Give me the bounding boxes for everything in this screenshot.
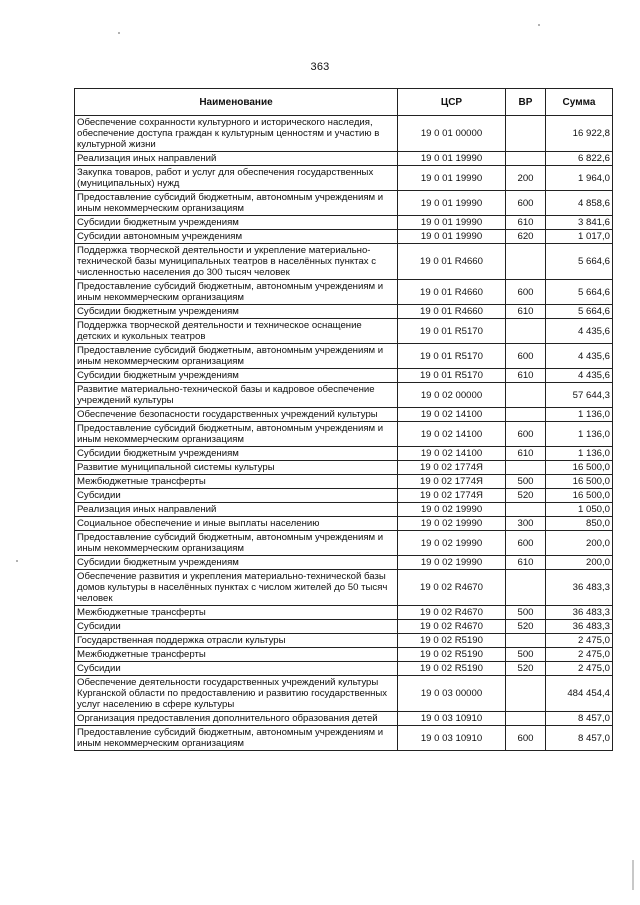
cell-sum: 57 644,3 bbox=[546, 383, 613, 408]
cell-vr: 610 bbox=[506, 216, 546, 230]
cell-vr bbox=[506, 408, 546, 422]
cell-sum: 1 136,0 bbox=[546, 408, 613, 422]
table-row bbox=[75, 216, 613, 230]
cell-name: Предоставление субсидий бюджетным, автономным учреждениям и иным некоммерческим организациям bbox=[75, 726, 398, 751]
table-row bbox=[75, 531, 613, 556]
table-body bbox=[75, 116, 613, 751]
cell-name: Организация предоставления дополнительного образования детей bbox=[75, 712, 398, 726]
cell-vr: 600 bbox=[506, 531, 546, 556]
cell-csr: 19 0 01 R5170 bbox=[398, 369, 506, 383]
table-row bbox=[75, 648, 613, 662]
cell-sum: 16 922,8 bbox=[546, 116, 613, 152]
cell-name: Субсидии bbox=[75, 620, 398, 634]
cell-csr: 19 0 02 19990 bbox=[398, 503, 506, 517]
cell-vr: 520 bbox=[506, 620, 546, 634]
cell-vr: 500 bbox=[506, 475, 546, 489]
cell-csr: 19 0 02 R4670 bbox=[398, 570, 506, 606]
cell-vr bbox=[506, 152, 546, 166]
cell-name: Обеспечение сохранности культурного и исторического наследия, обеспечение доступа граждан к культурным ценностям и участию в культурной жизни bbox=[75, 116, 398, 152]
table-row bbox=[75, 606, 613, 620]
cell-sum: 850,0 bbox=[546, 517, 613, 531]
table-row bbox=[75, 662, 613, 676]
table-row bbox=[75, 634, 613, 648]
cell-sum: 4 435,6 bbox=[546, 319, 613, 344]
table-row bbox=[75, 305, 613, 319]
cell-csr: 19 0 02 19990 bbox=[398, 556, 506, 570]
cell-sum: 5 664,6 bbox=[546, 280, 613, 305]
cell-csr: 19 0 02 14100 bbox=[398, 422, 506, 447]
table-row bbox=[75, 712, 613, 726]
cell-name: Субсидии бюджетным учреждениям bbox=[75, 216, 398, 230]
header-vr: ВР bbox=[506, 89, 546, 116]
cell-sum: 1 136,0 bbox=[546, 422, 613, 447]
cell-name: Социальное обеспечение и иные выплаты населению bbox=[75, 517, 398, 531]
cell-sum: 2 475,0 bbox=[546, 662, 613, 676]
table-row bbox=[75, 166, 613, 191]
cell-name: Развитие муниципальной системы культуры bbox=[75, 461, 398, 475]
cell-csr: 19 0 02 00000 bbox=[398, 383, 506, 408]
cell-vr: 600 bbox=[506, 344, 546, 369]
table-row bbox=[75, 369, 613, 383]
cell-vr bbox=[506, 712, 546, 726]
table-row bbox=[75, 244, 613, 280]
cell-vr bbox=[506, 676, 546, 712]
cell-csr: 19 0 02 1774Я bbox=[398, 475, 506, 489]
table-header-row bbox=[75, 89, 613, 116]
cell-name: Предоставление субсидий бюджетным, автономным учреждениям и иным некоммерческим организациям bbox=[75, 344, 398, 369]
cell-vr bbox=[506, 503, 546, 517]
table-row bbox=[75, 344, 613, 369]
cell-sum: 1 017,0 bbox=[546, 230, 613, 244]
cell-vr: 610 bbox=[506, 369, 546, 383]
cell-vr: 610 bbox=[506, 447, 546, 461]
cell-sum: 4 435,6 bbox=[546, 369, 613, 383]
cell-csr: 19 0 01 19990 bbox=[398, 166, 506, 191]
scan-edge-mark bbox=[632, 860, 634, 890]
cell-vr: 200 bbox=[506, 166, 546, 191]
cell-sum: 16 500,0 bbox=[546, 489, 613, 503]
cell-sum: 2 475,0 bbox=[546, 648, 613, 662]
cell-csr: 19 0 01 19990 bbox=[398, 152, 506, 166]
scan-speck bbox=[538, 24, 540, 26]
cell-name: Субсидии автономным учреждениям bbox=[75, 230, 398, 244]
cell-name: Поддержка творческой деятельности и техническое оснащение детских и кукольных театров bbox=[75, 319, 398, 344]
cell-vr: 610 bbox=[506, 305, 546, 319]
cell-vr: 620 bbox=[506, 230, 546, 244]
scan-speck bbox=[118, 32, 120, 34]
cell-sum: 200,0 bbox=[546, 556, 613, 570]
cell-csr: 19 0 01 19990 bbox=[398, 230, 506, 244]
cell-name: Предоставление субсидий бюджетным, автономным учреждениям и иным некоммерческим организациям bbox=[75, 191, 398, 216]
table-row bbox=[75, 620, 613, 634]
cell-name: Межбюджетные трансферты bbox=[75, 475, 398, 489]
table-row bbox=[75, 461, 613, 475]
cell-name: Предоставление субсидий бюджетным, автономным учреждениям и иным некоммерческим организациям bbox=[75, 280, 398, 305]
cell-vr: 610 bbox=[506, 556, 546, 570]
table-row bbox=[75, 570, 613, 606]
cell-sum: 16 500,0 bbox=[546, 475, 613, 489]
table-row bbox=[75, 726, 613, 751]
cell-vr bbox=[506, 570, 546, 606]
cell-vr: 600 bbox=[506, 280, 546, 305]
table-row bbox=[75, 676, 613, 712]
cell-name: Реализация иных направлений bbox=[75, 152, 398, 166]
table-row bbox=[75, 422, 613, 447]
table-row bbox=[75, 383, 613, 408]
cell-name: Государственная поддержка отрасли культуры bbox=[75, 634, 398, 648]
cell-name: Субсидии bbox=[75, 489, 398, 503]
cell-name: Реализация иных направлений bbox=[75, 503, 398, 517]
cell-vr: 520 bbox=[506, 662, 546, 676]
cell-vr: 600 bbox=[506, 726, 546, 751]
cell-csr: 19 0 02 R5190 bbox=[398, 634, 506, 648]
cell-sum: 16 500,0 bbox=[546, 461, 613, 475]
cell-name: Субсидии bbox=[75, 662, 398, 676]
cell-sum: 6 822,6 bbox=[546, 152, 613, 166]
table-row bbox=[75, 489, 613, 503]
scan-speck bbox=[16, 560, 18, 562]
cell-name: Межбюджетные трансферты bbox=[75, 606, 398, 620]
page-number: 363 bbox=[310, 61, 330, 73]
table-row bbox=[75, 280, 613, 305]
cell-sum: 2 475,0 bbox=[546, 634, 613, 648]
cell-sum: 36 483,3 bbox=[546, 620, 613, 634]
cell-sum: 1 050,0 bbox=[546, 503, 613, 517]
cell-name: Субсидии бюджетным учреждениям bbox=[75, 447, 398, 461]
cell-sum: 484 454,4 bbox=[546, 676, 613, 712]
cell-vr bbox=[506, 383, 546, 408]
cell-vr: 520 bbox=[506, 489, 546, 503]
cell-sum: 5 664,6 bbox=[546, 305, 613, 319]
cell-name: Развитие материально-технической базы и кадровое обеспечение учреждений культуры bbox=[75, 383, 398, 408]
table-row bbox=[75, 447, 613, 461]
cell-csr: 19 0 02 1774Я bbox=[398, 461, 506, 475]
cell-vr: 500 bbox=[506, 648, 546, 662]
cell-vr: 300 bbox=[506, 517, 546, 531]
cell-csr: 19 0 01 R4660 bbox=[398, 244, 506, 280]
table-row bbox=[75, 152, 613, 166]
cell-csr: 19 0 02 14100 bbox=[398, 447, 506, 461]
table-row bbox=[75, 517, 613, 531]
cell-sum: 8 457,0 bbox=[546, 712, 613, 726]
cell-name: Субсидии бюджетным учреждениям bbox=[75, 556, 398, 570]
cell-csr: 19 0 03 10910 bbox=[398, 726, 506, 751]
cell-csr: 19 0 02 19990 bbox=[398, 517, 506, 531]
cell-name: Обеспечение деятельности государственных учреждений культуры Курганской области по предоставлению и развитию государственных услуг населению в сфере культуры bbox=[75, 676, 398, 712]
header-name: Наименование bbox=[75, 89, 398, 116]
cell-csr: 19 0 01 R4660 bbox=[398, 305, 506, 319]
budget-table bbox=[74, 88, 613, 751]
cell-csr: 19 0 02 1774Я bbox=[398, 489, 506, 503]
cell-csr: 19 0 02 R5190 bbox=[398, 662, 506, 676]
cell-vr: 600 bbox=[506, 422, 546, 447]
cell-name: Субсидии бюджетным учреждениям bbox=[75, 369, 398, 383]
cell-csr: 19 0 02 19990 bbox=[398, 531, 506, 556]
cell-csr: 19 0 02 14100 bbox=[398, 408, 506, 422]
table-row bbox=[75, 475, 613, 489]
cell-sum: 4 435,6 bbox=[546, 344, 613, 369]
cell-csr: 19 0 02 R5190 bbox=[398, 648, 506, 662]
cell-sum: 3 841,6 bbox=[546, 216, 613, 230]
cell-sum: 36 483,3 bbox=[546, 606, 613, 620]
cell-vr: 600 bbox=[506, 191, 546, 216]
cell-name: Межбюджетные трансферты bbox=[75, 648, 398, 662]
table-row bbox=[75, 116, 613, 152]
table-row bbox=[75, 556, 613, 570]
table-row bbox=[75, 191, 613, 216]
header-csr: ЦСР bbox=[398, 89, 506, 116]
table-row bbox=[75, 319, 613, 344]
table-row bbox=[75, 230, 613, 244]
cell-name: Поддержка творческой деятельности и укрепление материально-технической базы муниципальных театров в населённых пунктах с численностью населения до 300 тысяч человек bbox=[75, 244, 398, 280]
cell-vr bbox=[506, 116, 546, 152]
cell-csr: 19 0 01 R5170 bbox=[398, 344, 506, 369]
cell-sum: 4 858,6 bbox=[546, 191, 613, 216]
cell-name: Предоставление субсидий бюджетным, автономным учреждениям и иным некоммерческим организациям bbox=[75, 531, 398, 556]
cell-csr: 19 0 01 19990 bbox=[398, 216, 506, 230]
cell-csr: 19 0 02 R4670 bbox=[398, 606, 506, 620]
cell-name: Субсидии бюджетным учреждениям bbox=[75, 305, 398, 319]
cell-sum: 1 964,0 bbox=[546, 166, 613, 191]
table-row bbox=[75, 503, 613, 517]
cell-csr: 19 0 01 R4660 bbox=[398, 280, 506, 305]
cell-vr bbox=[506, 634, 546, 648]
cell-sum: 36 483,3 bbox=[546, 570, 613, 606]
cell-name: Предоставление субсидий бюджетным, автономным учреждениям и иным некоммерческим организациям bbox=[75, 422, 398, 447]
cell-csr: 19 0 03 10910 bbox=[398, 712, 506, 726]
header-sum: Сумма bbox=[546, 89, 613, 116]
cell-csr: 19 0 01 00000 bbox=[398, 116, 506, 152]
cell-name: Закупка товаров, работ и услуг для обеспечения государственных (муниципальных) нужд bbox=[75, 166, 398, 191]
cell-sum: 8 457,0 bbox=[546, 726, 613, 751]
cell-csr: 19 0 01 R5170 bbox=[398, 319, 506, 344]
cell-sum: 200,0 bbox=[546, 531, 613, 556]
cell-vr: 500 bbox=[506, 606, 546, 620]
cell-vr bbox=[506, 244, 546, 280]
cell-csr: 19 0 03 00000 bbox=[398, 676, 506, 712]
cell-sum: 1 136,0 bbox=[546, 447, 613, 461]
cell-name: Обеспечение развития и укрепления материально-технической базы домов культуры в населённых пунктах с числом жителей до 50 тысяч человек bbox=[75, 570, 398, 606]
cell-csr: 19 0 01 19990 bbox=[398, 191, 506, 216]
cell-csr: 19 0 02 R4670 bbox=[398, 620, 506, 634]
table-row bbox=[75, 408, 613, 422]
cell-name: Обеспечение безопасности государственных учреждений культуры bbox=[75, 408, 398, 422]
cell-vr bbox=[506, 319, 546, 344]
cell-vr bbox=[506, 461, 546, 475]
cell-sum: 5 664,6 bbox=[546, 244, 613, 280]
